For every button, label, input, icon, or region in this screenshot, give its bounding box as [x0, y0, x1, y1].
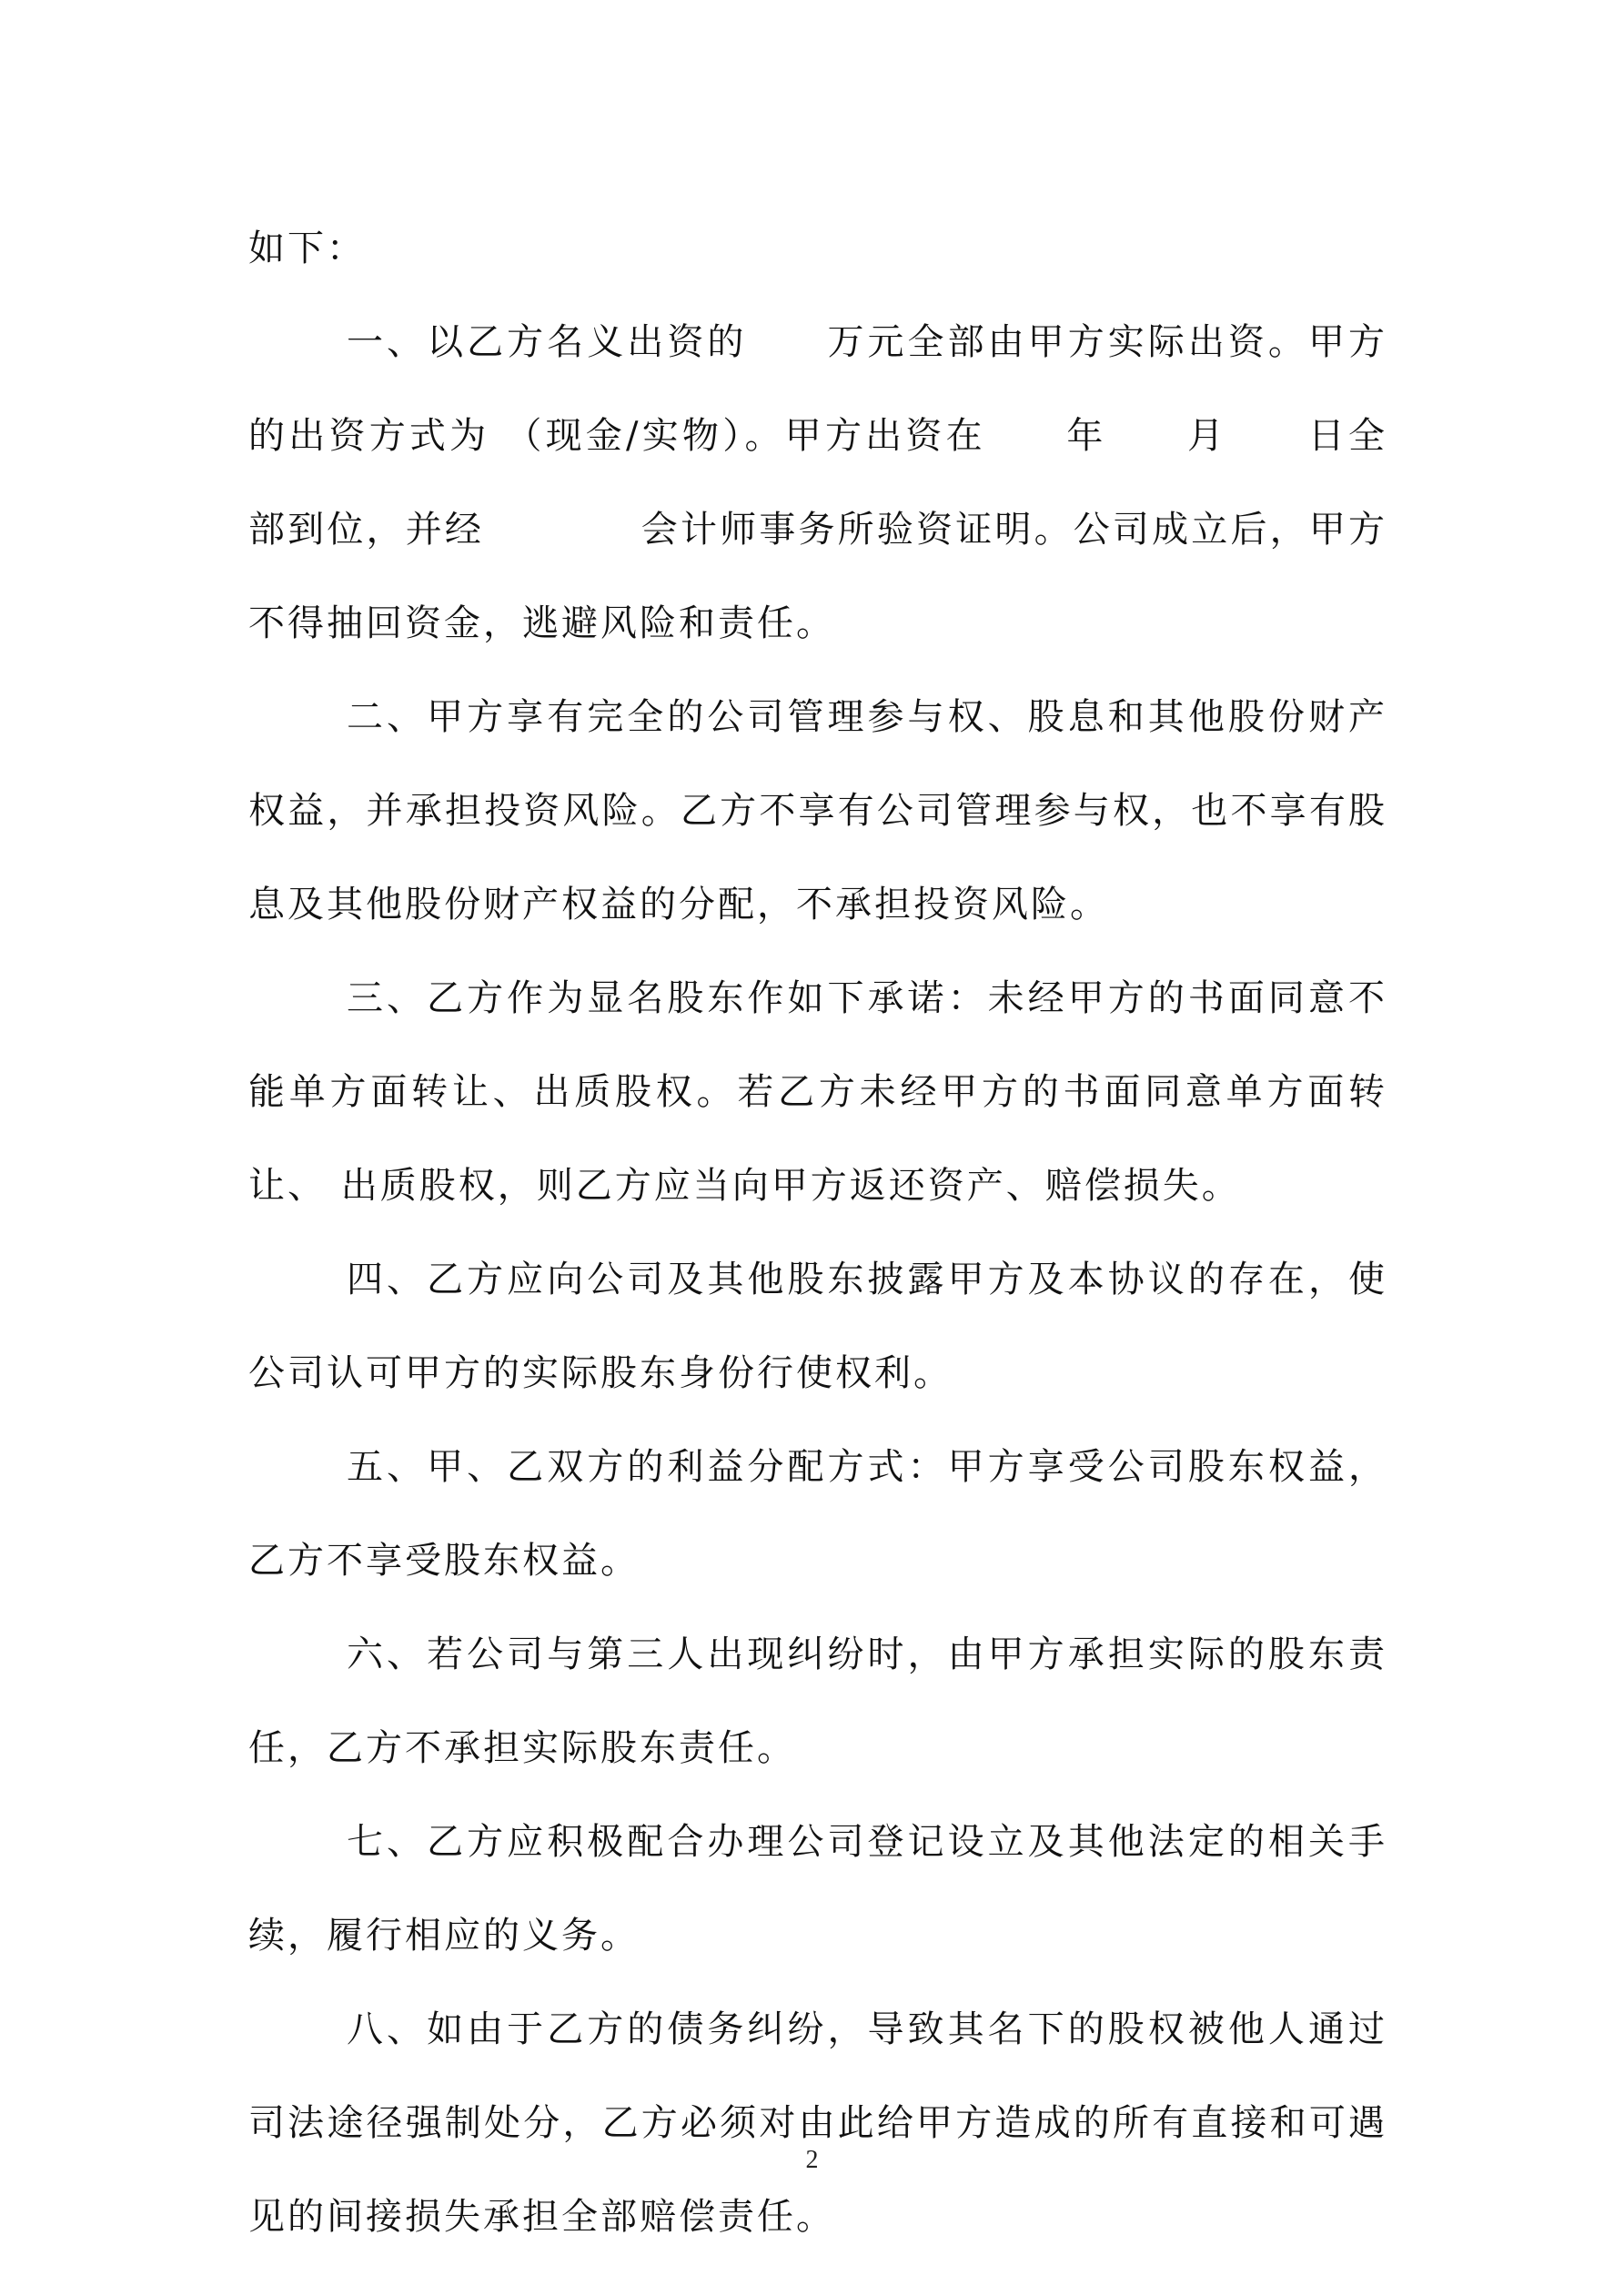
page-number: 2 — [805, 2146, 819, 2174]
clause-7: 七、乙方应积极配合办理公司登记设立及其他法定的相关手续，履行相应的义务。 — [248, 1821, 1387, 1957]
clause-4: 四、乙方应向公司及其他股东披露甲方及本协议的存在，使公司认可甲方的实际股东身份行使权利。 — [248, 1259, 1387, 1394]
body-text — [248, 202, 1387, 2264]
clause-2: 二、甲方享有完全的公司管理参与权、股息和其他股份财产权益，并承担投资风险。乙方不享有公司管理参与权，也不享有股息及其他股份财产权益的分配，不承担投资风险。 — [248, 696, 1387, 925]
clause-3: 三、乙方作为显名股东作如下承诺：未经甲方的书面同意不能单方面转让、出质股权。若乙方未经甲方的书面同意单方面转让、 出质股权，则乙方应当向甲方返还资产、赔偿损失。 — [248, 977, 1387, 1207]
paragraph-intro: 如下： — [248, 228, 366, 269]
clause-5: 五、甲、乙双方的利益分配方式：甲方享受公司股东权益，乙方不享受股东权益。 — [248, 1446, 1387, 1582]
clause-1: 一、以乙方名义出资的 万元全部由甲方实际出资。甲方的出资方式为 （现金/实物）。甲方出资在 年 月 日全部到位，并经 会计师事务所验资证明。公司成立后，甲方不得抽回资金，逃避风险和责任。 — [248, 321, 1387, 644]
clause-8: 八、如由于乙方的债务纠纷，导致其名下的股权被他人通过司法途径强制处分，乙方必须对由此给甲方造成的所有直接和可遇见的间接损失承担全部赔偿责任。 — [248, 2008, 1387, 2238]
clause-6: 六、若公司与第三人出现纠纷时，由甲方承担实际的股东责任，乙方不承担实际股东责任。 — [248, 1633, 1387, 1769]
